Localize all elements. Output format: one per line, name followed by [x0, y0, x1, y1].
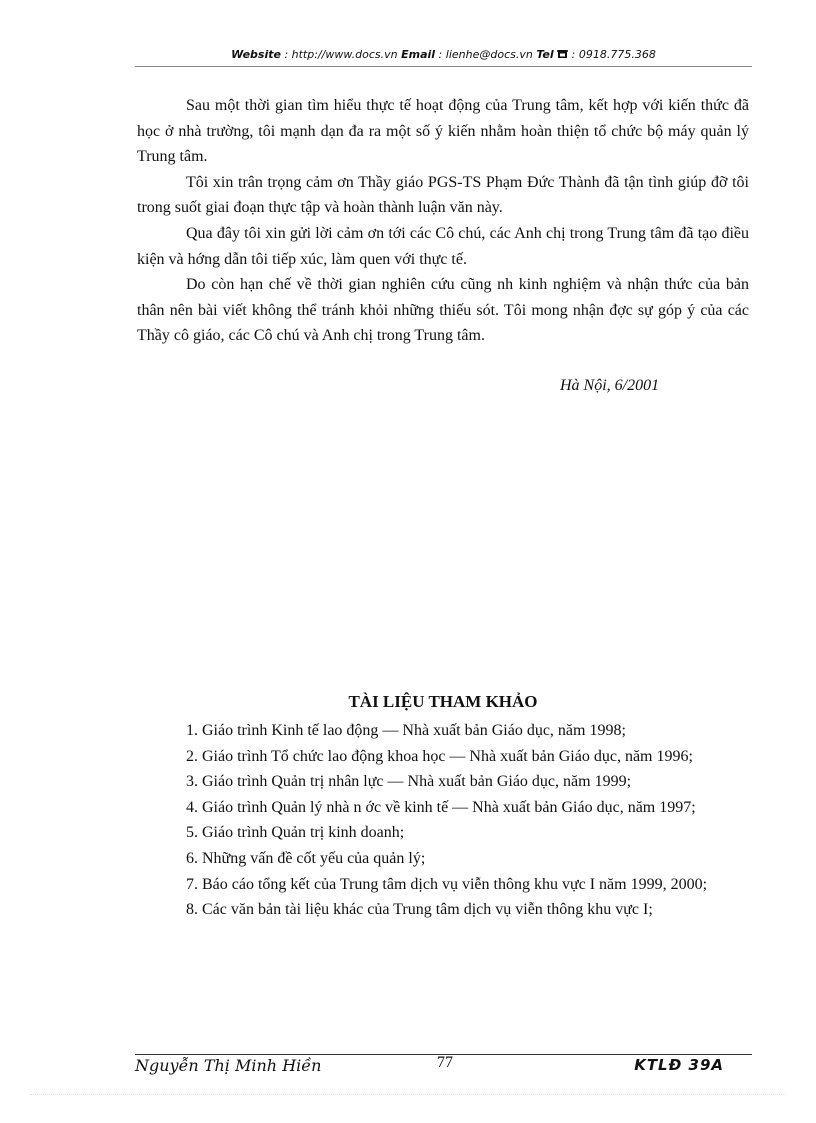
reference-item: 5. Giáo trình Quản trị kinh doanh;	[186, 824, 405, 842]
reference-item: 4. Giáo trình Quản lý nhà n ớc về kinh tế — Nhà xuất bản Giáo dục, năm 1997;	[186, 798, 696, 816]
page-footer	[135, 1056, 752, 1080]
reference-item: 7. Báo cáo tổng kết của Trung tâm dịch vụ viễn thông khu vực I năm 1999, 2000;	[186, 875, 708, 893]
paragraph: Tôi xin trân trọng cảm ơn Thầy giáo PGS-TS Phạm Đức Thành đã tận tình giúp đỡ tôi trong suốt giai đoạn thực tập và hoàn thành luận văn này.	[137, 173, 749, 217]
website-label: Website	[231, 48, 281, 61]
closing-remarks	[137, 93, 749, 349]
tel-label: Tel	[536, 48, 554, 61]
author-name: Nguyễn Thị Minh Hiền	[135, 1056, 322, 1075]
reference-item: 1. Giáo trình Kinh tế lao động — Nhà xuất bản Giáo dục, năm 1998;	[186, 722, 626, 739]
page-header	[135, 48, 752, 62]
page-number: 77	[437, 1054, 453, 1071]
reference-item: 2. Giáo trình Tổ chức lao động khoa học — Nhà xuất bản Giáo dục, năm 1996;	[186, 747, 693, 765]
paragraph: Qua đây tôi xin gửi lời cảm ơn tới các Cô chú, các Anh chị trong Trung tâm đã tạo điều kiện và hớng dẫn tôi tiếp xúc, làm quen với thực tế.	[137, 224, 749, 268]
place-date: Hà Nội, 6/2001	[560, 377, 660, 394]
paragraph: Do còn hạn chế về thời gian nghiên cứu cũng nh kinh nghiệm và nhận thức của bản thân nên bài viết không thể tránh khỏi những thiếu sót. Tôi mong nhận đợc sự góp ý của các Thầy cô giáo, các Cô chú và Anh chị trong Trung tâm.	[137, 276, 749, 345]
references-title: TÀI LIỆU THAM KHẢO	[348, 692, 538, 711]
phone-icon	[557, 49, 568, 59]
page-edge	[30, 1094, 786, 1095]
email-label: Email	[401, 48, 436, 61]
header-divider	[135, 66, 752, 67]
reference-item: 6. Những vấn đề cốt yếu của quản lý;	[186, 849, 426, 867]
references-list	[137, 718, 749, 923]
reference-item: 3. Giáo trình Quản trị nhân lực — Nhà xuất bản Giáo dục, năm 1999;	[186, 773, 632, 791]
reference-item: 8. Các văn bản tài liệu khác của Trung tâm dịch vụ viễn thông khu vực I;	[186, 901, 653, 919]
class-code: KTLĐ 39A	[634, 1056, 724, 1074]
paragraph: Sau một thời gian tìm hiểu thực tế hoạt động của Trung tâm, kết hợp với kiến thức đã học ở nhà trường, tôi mạnh dạn đa ra một số ý kiến nhằm hoàn thiện tổ chức bộ máy quản lý Trung tâm.	[137, 97, 749, 166]
website-url[interactable]: : http://www.docs.vn	[280, 48, 402, 61]
email-address[interactable]: : lienhe@docs.vn	[435, 48, 537, 61]
tel-number: : 0918.775.368	[568, 48, 656, 61]
